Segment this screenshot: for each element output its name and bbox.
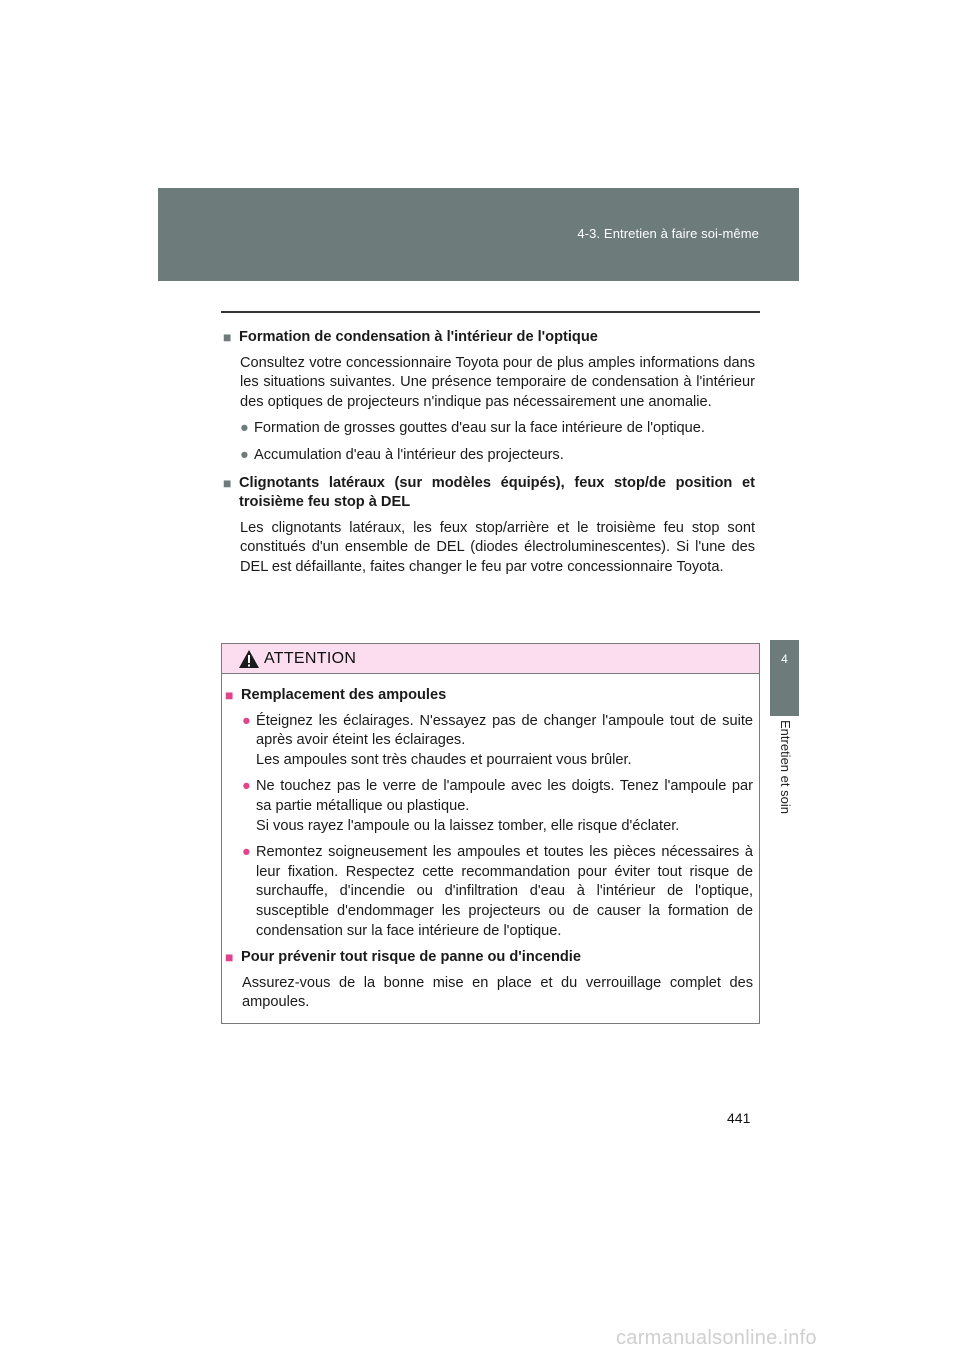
attention-heading-bulbs: ■ Remplacement des ampoules — [225, 686, 753, 706]
chapter-number: 4 — [781, 652, 788, 666]
list-item: ● Formation de grosses gouttes d'eau sur la face intérieure de l'optique. — [240, 419, 755, 439]
square-bullet-icon: ■ — [223, 474, 232, 491]
circle-bullet-icon: ● — [240, 420, 249, 437]
list-item: ● Ne touchez pas le verre de l'ampoule avec les doigts. Tenez l'ampoule par sa partie métallique ou plastique. Si vous rayez l'ampoule ou la laissez tomber, elle risque d'éclater. — [242, 777, 753, 836]
warning-triangle-icon — [238, 649, 260, 669]
page-number: 441 — [727, 1110, 751, 1126]
circle-bullet-icon: ● — [242, 844, 251, 861]
circle-bullet-icon: ● — [242, 778, 251, 795]
watermark: carmanualsonline.info — [616, 1327, 817, 1349]
section-heading-condensation: ■ Formation de condensation à l'intérieur de l'optique — [223, 328, 755, 348]
attention-heading-fire: ■ Pour prévenir tout risque de panne ou d'incendie — [225, 948, 753, 968]
list-item: ● Accumulation d'eau à l'intérieur des projecteurs. — [240, 446, 755, 466]
square-bullet-icon: ■ — [223, 329, 232, 345]
square-bullet-icon: ■ — [225, 687, 234, 703]
main-content — [223, 328, 755, 578]
circle-bullet-icon: ● — [240, 446, 249, 463]
attention-box — [221, 643, 760, 1024]
attention-title: ATTENTION — [264, 649, 357, 667]
list-item: ● Éteignez les éclairages. N'essayez pas de changer l'ampoule tout de suite après avoir éteint les éclairages. Les ampoules sont très chaudes et pourraient vous brûler. — [242, 712, 753, 771]
attention-body — [222, 674, 759, 1013]
condensation-paragraph: Consultez votre concessionnaire Toyota pour de plus amples informations dans les situations suivantes. Une présence temporaire de condensation à l'intérieur des optiques de projecteurs n'indique pas nécessairement une anomalie. — [240, 354, 755, 410]
attention-fire-paragraph: Assurez-vous de la bonne mise en place et du verrouillage complet des ampoules. — [242, 974, 753, 1011]
chapter-header-band — [158, 188, 799, 281]
top-divider — [221, 311, 760, 313]
attention-header — [222, 644, 759, 674]
chapter-title: Entretien et soin — [778, 720, 793, 814]
section-heading-led: ■ Clignotants latéraux (sur modèles équipés), feux stop/de position et troisième feu stop à DEL — [223, 474, 755, 513]
section-title: 4-3. Entretien à faire soi-même — [577, 226, 759, 241]
led-paragraph: Les clignotants latéraux, les feux stop/arrière et le troisième feu stop sont constitués d'un ensemble de DEL (diodes électroluminescentes). Si l'une des DEL est défaillante, faites changer le feu par votre concessionnaire Toyota. — [240, 519, 755, 575]
circle-bullet-icon: ● — [242, 712, 251, 729]
list-item: ● Remontez soigneusement les ampoules et toutes les pièces nécessaires à leur fixation. Respectez cette recommandation pour éviter tout risque de surchauffe, d'incendie ou d'infiltration d'eau à l'intérieur de l'optique, susceptible d'endommager les projecteurs ou de causer la formation de condensation sur la face intérieure de l'optique. — [242, 843, 753, 941]
square-bullet-icon: ■ — [225, 949, 234, 966]
